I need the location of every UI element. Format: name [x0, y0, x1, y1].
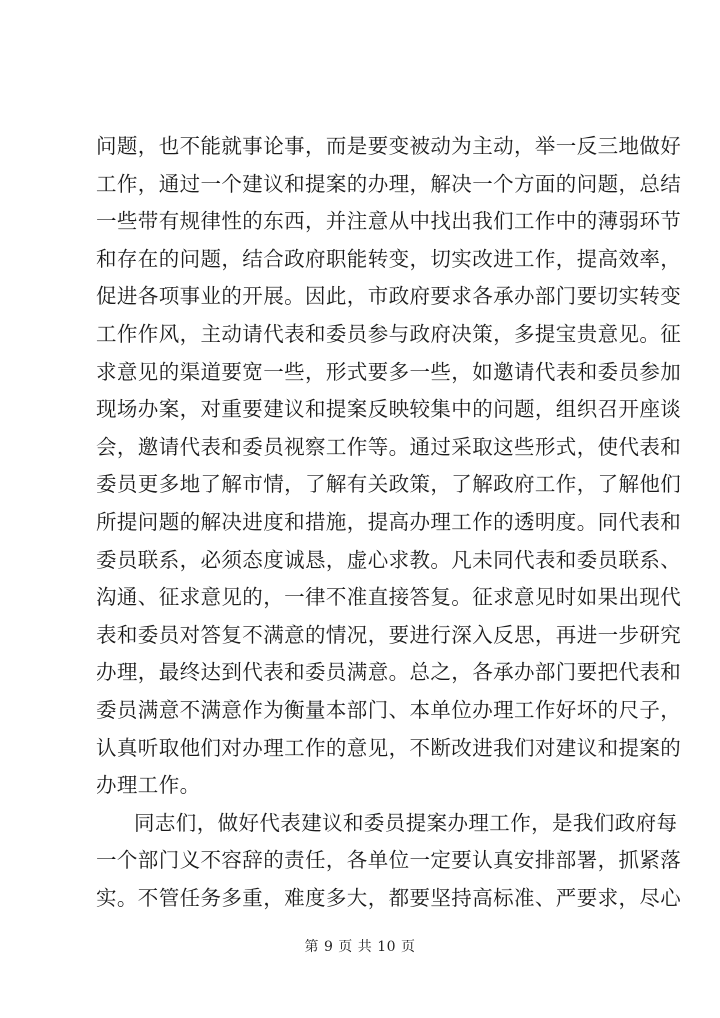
text-line: 委员更多地了解市情，了解有关政策，了解政府工作，了解他们 — [96, 472, 682, 497]
text-line: 现场办案，对重要建议和提案反映较集中的问题，组织召开座谈 — [96, 397, 682, 422]
text-line: 表和委员对答复不满意的情况，要进行深入反思，再进一步研究 — [96, 622, 682, 647]
text-line: 委员联系，必须态度诚恳，虚心求教。凡未同代表和委员联系、 — [96, 547, 682, 572]
text-line: 办理，最终达到代表和委员满意。总之，各承办部门要把代表和 — [96, 660, 682, 685]
text-line: 办理工作。 — [96, 773, 201, 798]
text-line: 所提问题的解决进度和措施，提高办理工作的透明度。同代表和 — [96, 509, 682, 534]
text-line: 委员满意不满意作为衡量本部门、本单位办理工作好坏的尺子， — [96, 697, 682, 722]
text-line: 实。不管任务多重，难度多大，都要坚持高标准、严要求，尽心 — [96, 885, 682, 910]
text-line: 工作作风，主动请代表和委员参与政府决策，多提宝贵意见。征 — [96, 321, 682, 346]
text-line: 求意见的渠道要宽一些，形式要多一些，如邀请代表和委员参加 — [96, 359, 682, 384]
text-line: 沟通、征求意见的，一律不准直接答复。征求意见时如果出现代 — [96, 585, 682, 610]
paragraph-start-line: 同志们，做好代表建议和委员提案办理工作，是我们政府每 — [134, 810, 678, 835]
text-line: 会，邀请代表和委员视察工作等。通过采取这些形式，使代表和 — [96, 434, 682, 459]
text-line: 认真听取他们对办理工作的意见，不断改进我们对建议和提案的 — [96, 735, 682, 760]
page-footer: 第 9 页 共 10 页 — [304, 939, 416, 955]
text-line: 问题，也不能就事论事，而是要变被动为主动，举一反三地做好 — [96, 134, 682, 158]
text-line: 一些带有规律性的东西，并注意从中找出我们工作中的薄弱环节 — [96, 209, 682, 234]
text-line: 和存在的问题，结合政府职能转变，切实改进工作，提高效率， — [96, 246, 682, 271]
text-line: 工作，通过一个建议和提案的办理，解决一个方面的问题，总结 — [96, 171, 682, 196]
text-line: 一个部门义不容辞的责任，各单位一定要认真安排部署，抓紧落 — [96, 848, 682, 873]
body-text — [96, 128, 682, 917]
text-line: 促进各项事业的开展。因此，市政府要求各承办部门要切实转变 — [96, 284, 682, 309]
